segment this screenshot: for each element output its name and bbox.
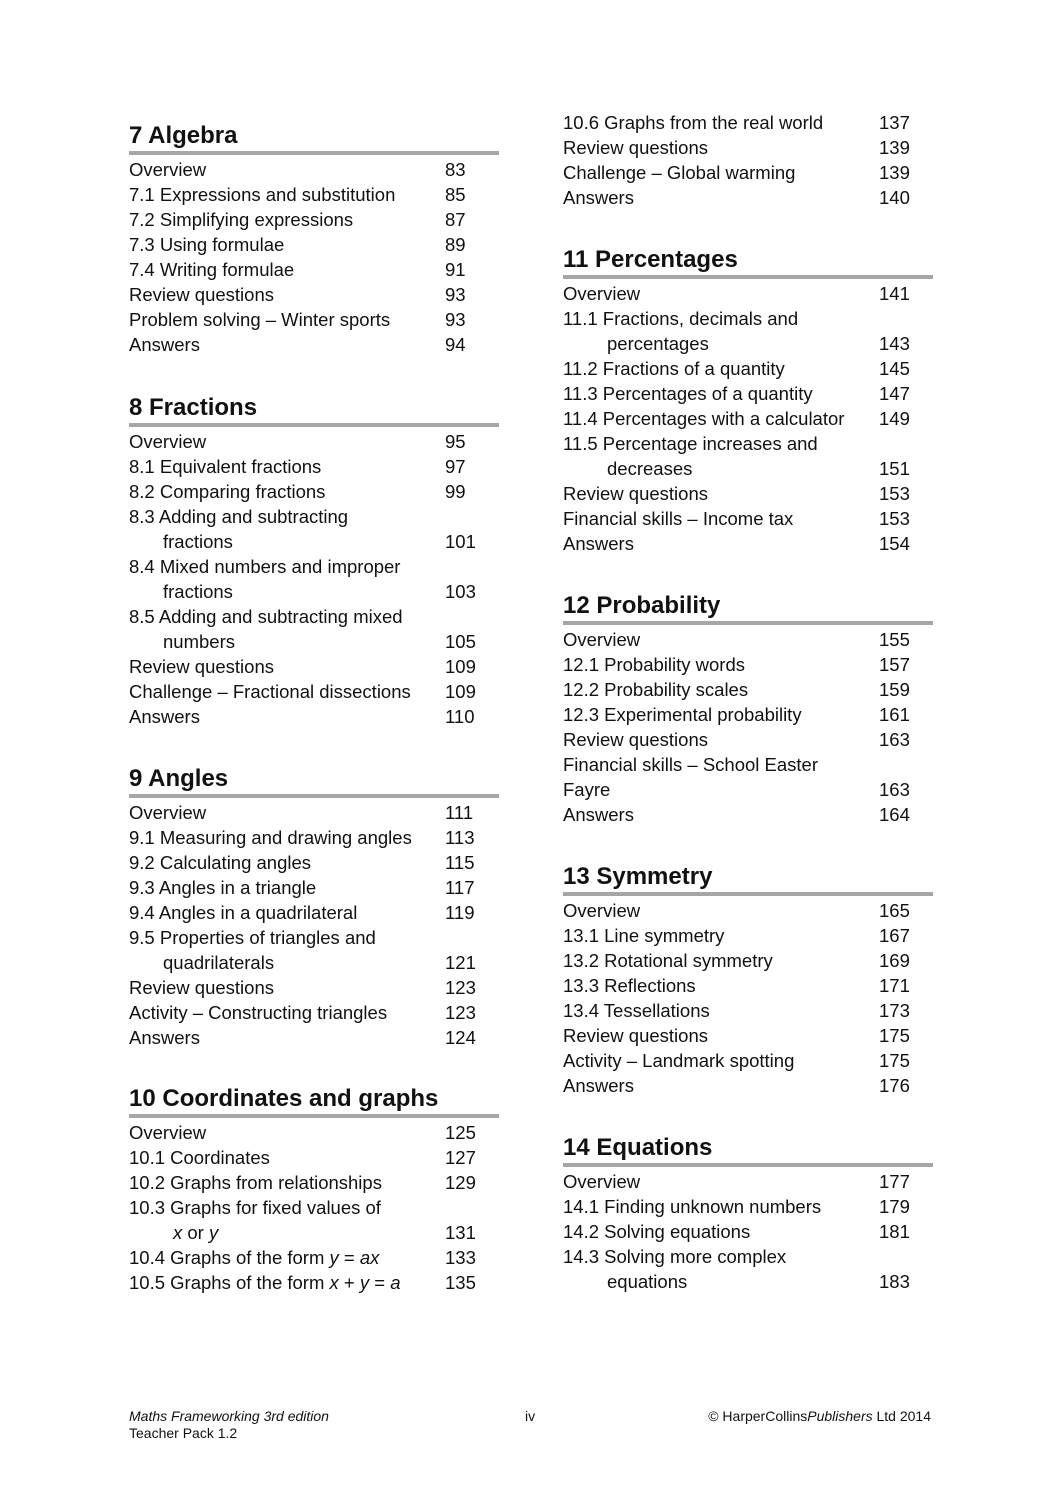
toc-entry[interactable] bbox=[563, 923, 933, 948]
entry-title-line1: 9.5 Properties of triangles and bbox=[129, 927, 376, 948]
entry-title bbox=[129, 1270, 499, 1295]
toc-entry[interactable] bbox=[129, 1245, 499, 1270]
var-ax: ax bbox=[359, 1247, 380, 1268]
toc-entry[interactable] bbox=[129, 429, 499, 454]
toc-section-coordinates-and-graphs bbox=[129, 1084, 499, 1295]
entry-title: 11.3 Percentages of a quantity bbox=[563, 383, 813, 404]
footer-book-subtitle: Teacher Pack 1.2 bbox=[129, 1425, 238, 1441]
entry-title: Review questions bbox=[563, 483, 708, 504]
section-heading: 8 Fractions bbox=[129, 393, 499, 427]
footer-page-number: iv bbox=[525, 1408, 536, 1424]
entry-page: 183 bbox=[879, 1271, 910, 1292]
entry-title: 9.4 Angles in a quadrilateral bbox=[129, 902, 358, 923]
entry-page: 145 bbox=[879, 358, 910, 379]
entry-page: 97 bbox=[445, 456, 466, 477]
toc-entry[interactable] bbox=[563, 752, 933, 802]
toc-entry[interactable] bbox=[563, 727, 933, 752]
entry-title-continuation: numbers bbox=[163, 631, 235, 652]
entry-title: Review questions bbox=[129, 656, 274, 677]
entry-title-line1: 8.3 Adding and subtracting bbox=[129, 506, 349, 527]
toc-entry[interactable] bbox=[563, 627, 933, 652]
toc-entry[interactable] bbox=[563, 506, 933, 531]
entry-title: Activity – Constructing triangles bbox=[129, 1002, 388, 1023]
toc-entry[interactable] bbox=[563, 481, 933, 506]
toc-entry[interactable] bbox=[129, 800, 499, 825]
section-heading: 10 Coordinates and graphs bbox=[129, 1084, 499, 1118]
entry-title-continuation: quadrilaterals bbox=[163, 952, 275, 973]
toc-entry[interactable] bbox=[129, 975, 499, 1000]
section-heading: 9 Angles bbox=[129, 764, 499, 798]
toc-entry[interactable] bbox=[563, 1023, 933, 1048]
entry-title: 13.1 Line symmetry bbox=[563, 925, 725, 946]
entry-page: 157 bbox=[879, 654, 910, 675]
entry-title: Review questions bbox=[129, 977, 274, 998]
toc-entry[interactable] bbox=[129, 282, 499, 307]
toc-section-fractions bbox=[129, 393, 499, 729]
entry-page: 176 bbox=[879, 1075, 910, 1096]
section-heading: 7 Algebra bbox=[129, 121, 499, 155]
toc-section-algebra bbox=[129, 121, 499, 357]
entry-page: 99 bbox=[445, 481, 466, 502]
copyright-prefix: © HarperCollins bbox=[708, 1408, 808, 1424]
toc-entry[interactable] bbox=[563, 306, 933, 356]
entry-page: 153 bbox=[879, 483, 910, 504]
toc-entry[interactable] bbox=[129, 257, 499, 282]
toc-section-symmetry bbox=[563, 862, 933, 1098]
toc-section-continuation bbox=[563, 110, 933, 210]
entry-title: 8.1 Equivalent fractions bbox=[129, 456, 322, 477]
entry-page: 129 bbox=[445, 1172, 476, 1193]
toc-entry[interactable] bbox=[129, 504, 499, 554]
var-y: y bbox=[329, 1247, 339, 1268]
entry-title bbox=[563, 431, 933, 481]
entry-page: 181 bbox=[879, 1221, 910, 1242]
entry-title-line1: 8.4 Mixed numbers and improper bbox=[129, 556, 401, 577]
entry-page: 103 bbox=[445, 581, 476, 602]
entry-page: 139 bbox=[879, 162, 910, 183]
toc-entry[interactable] bbox=[563, 948, 933, 973]
entry-page: 147 bbox=[879, 383, 910, 404]
entry-title bbox=[129, 1245, 499, 1270]
toc-entry[interactable] bbox=[129, 654, 499, 679]
entry-page: 124 bbox=[445, 1027, 476, 1048]
entry-page: 140 bbox=[879, 187, 910, 208]
entry-page: 163 bbox=[879, 779, 910, 800]
entry-page: 131 bbox=[445, 1222, 476, 1243]
entry-page: 149 bbox=[879, 408, 910, 429]
entry-title: 7.2 Simplifying expressions bbox=[129, 209, 354, 230]
equals-sign: = bbox=[338, 1247, 360, 1268]
toc-entry[interactable] bbox=[129, 232, 499, 257]
entry-title: 14.1 Finding unknown numbers bbox=[563, 1196, 822, 1217]
toc-entry[interactable] bbox=[129, 479, 499, 504]
toc-entry[interactable] bbox=[563, 110, 933, 135]
toc-entry[interactable] bbox=[563, 898, 933, 923]
entry-title: Answers bbox=[563, 1075, 634, 1096]
toc-entry[interactable] bbox=[563, 652, 933, 677]
entry-title: Overview bbox=[129, 1122, 207, 1143]
toc-entry[interactable] bbox=[129, 604, 499, 654]
entry-page: 143 bbox=[879, 333, 910, 354]
text-or: or bbox=[182, 1222, 209, 1243]
toc-entry[interactable] bbox=[129, 1025, 499, 1050]
entry-title: 7.3 Using formulae bbox=[129, 234, 285, 255]
entry-page: 137 bbox=[879, 112, 910, 133]
entry-title-line1: 10.3 Graphs for fixed values of bbox=[129, 1197, 381, 1218]
toc-entry[interactable] bbox=[129, 332, 499, 357]
entry-title: Activity – Landmark spotting bbox=[563, 1050, 795, 1071]
toc-entry[interactable] bbox=[563, 431, 933, 481]
toc-section-angles bbox=[129, 764, 499, 1050]
entry-page: 125 bbox=[445, 1122, 476, 1143]
section-heading: 14 Equations bbox=[563, 1133, 933, 1167]
toc-entry[interactable] bbox=[129, 875, 499, 900]
entry-title: 12.1 Probability words bbox=[563, 654, 746, 675]
entry-title: 14.2 Solving equations bbox=[563, 1221, 751, 1242]
entry-title: Answers bbox=[563, 804, 634, 825]
equals-sign: = bbox=[369, 1272, 391, 1293]
entry-title: Answers bbox=[129, 334, 200, 355]
entry-title: Review questions bbox=[563, 1025, 708, 1046]
entry-title: 13.4 Tessellations bbox=[563, 1000, 710, 1021]
section-heading: 12 Probability bbox=[563, 591, 933, 625]
section-heading: 11 Percentages bbox=[563, 245, 933, 279]
entry-title-continuation: Fayre bbox=[563, 779, 611, 800]
entry-title: 9.2 Calculating angles bbox=[129, 852, 312, 873]
entry-title: 9.3 Angles in a triangle bbox=[129, 877, 317, 898]
toc-entry[interactable] bbox=[129, 554, 499, 604]
entry-title: Challenge – Fractional dissections bbox=[129, 681, 411, 702]
entry-title-line1: 14.3 Solving more complex bbox=[563, 1246, 787, 1267]
entry-page: 135 bbox=[445, 1272, 476, 1293]
toc-entry[interactable] bbox=[563, 160, 933, 185]
toc-entry[interactable] bbox=[129, 1000, 499, 1025]
var-y: y bbox=[359, 1272, 370, 1293]
entry-title: 10.2 Graphs from relationships bbox=[129, 1172, 382, 1193]
toc-entry[interactable] bbox=[129, 1170, 499, 1195]
toc-entry[interactable] bbox=[563, 998, 933, 1023]
entry-page: 83 bbox=[445, 159, 466, 180]
entry-title: 9.1 Measuring and drawing angles bbox=[129, 827, 412, 848]
entry-page: 94 bbox=[445, 334, 466, 355]
entry-page: 173 bbox=[879, 1000, 910, 1021]
entry-page: 109 bbox=[445, 681, 476, 702]
var-x: x bbox=[329, 1272, 339, 1293]
entry-page: 85 bbox=[445, 184, 466, 205]
entry-title bbox=[129, 1195, 499, 1245]
entry-page: 175 bbox=[879, 1025, 910, 1046]
entry-title: Answers bbox=[563, 533, 634, 554]
entry-title: 11.4 Percentages with a calculator bbox=[563, 408, 845, 429]
toc-entry[interactable] bbox=[129, 182, 499, 207]
toc-entry[interactable] bbox=[563, 1169, 933, 1194]
entry-page: 89 bbox=[445, 234, 466, 255]
entry-title bbox=[129, 925, 499, 975]
toc-entry[interactable] bbox=[563, 702, 933, 727]
entry-title-line1: 8.5 Adding and subtracting mixed bbox=[129, 606, 403, 627]
entry-page: 109 bbox=[445, 656, 476, 677]
entry-title-continuation: percentages bbox=[607, 333, 709, 354]
entry-page: 119 bbox=[445, 902, 475, 923]
entry-title-line1: Financial skills – School Easter bbox=[563, 754, 818, 775]
entry-title: 13.3 Reflections bbox=[563, 975, 696, 996]
entry-page: 91 bbox=[445, 259, 466, 280]
entry-page: 113 bbox=[445, 827, 475, 848]
entry-title: Overview bbox=[563, 629, 641, 650]
entry-page: 95 bbox=[445, 431, 466, 452]
entry-title bbox=[563, 306, 933, 356]
entry-title-text: 10.4 Graphs of the form bbox=[129, 1247, 330, 1268]
toc-entry[interactable] bbox=[129, 1145, 499, 1170]
var-y: y bbox=[208, 1222, 219, 1243]
entry-title: Answers bbox=[129, 1027, 200, 1048]
toc-section-equations bbox=[563, 1133, 933, 1294]
entry-title: Overview bbox=[563, 900, 641, 921]
entry-title: Challenge – Global warming bbox=[563, 162, 796, 183]
toc-entry[interactable] bbox=[563, 356, 933, 381]
entry-page: 163 bbox=[879, 729, 910, 750]
entry-page: 105 bbox=[445, 631, 476, 652]
copyright-suffix: Ltd 2014 bbox=[872, 1408, 931, 1424]
toc-entry[interactable] bbox=[563, 677, 933, 702]
entry-title: 10.6 Graphs from the real world bbox=[563, 112, 824, 133]
entry-page: 93 bbox=[445, 284, 466, 305]
section-heading: 13 Symmetry bbox=[563, 862, 933, 896]
toc-section-probability bbox=[563, 591, 933, 827]
entry-page: 139 bbox=[879, 137, 910, 158]
toc-entry[interactable] bbox=[129, 704, 499, 729]
toc-entry[interactable] bbox=[129, 825, 499, 850]
entry-page: 110 bbox=[445, 706, 475, 727]
toc-entry[interactable] bbox=[563, 185, 933, 210]
toc-entry[interactable] bbox=[563, 1048, 933, 1073]
entry-title: Review questions bbox=[129, 284, 274, 305]
toc-entry[interactable] bbox=[563, 135, 933, 160]
toc-entry[interactable] bbox=[563, 381, 933, 406]
toc-section-percentages bbox=[563, 245, 933, 556]
entry-page: 164 bbox=[879, 804, 910, 825]
entry-page: 133 bbox=[445, 1247, 476, 1268]
entry-title-continuation: fractions bbox=[163, 581, 233, 602]
entry-title-continuation bbox=[129, 1220, 439, 1245]
entry-page: 161 bbox=[879, 704, 910, 725]
toc-entry[interactable] bbox=[129, 207, 499, 232]
entry-title-text: 10.5 Graphs of the form bbox=[129, 1272, 330, 1293]
entry-title: Review questions bbox=[563, 137, 708, 158]
toc-entry[interactable] bbox=[129, 454, 499, 479]
toc-entry[interactable] bbox=[563, 1073, 933, 1098]
entry-title: Answers bbox=[563, 187, 634, 208]
entry-page: 111 bbox=[445, 802, 474, 823]
toc-entry[interactable] bbox=[129, 679, 499, 704]
entry-title: Overview bbox=[563, 1171, 641, 1192]
entry-title-continuation: decreases bbox=[607, 458, 693, 479]
toc-entry[interactable] bbox=[129, 925, 499, 975]
entry-title bbox=[563, 752, 933, 802]
entry-page: 177 bbox=[879, 1171, 910, 1192]
entry-title: Overview bbox=[563, 283, 641, 304]
var-a: a bbox=[390, 1272, 401, 1293]
entry-page: 169 bbox=[879, 950, 910, 971]
entry-title: Financial skills – Income tax bbox=[563, 508, 794, 529]
entry-title bbox=[129, 604, 499, 654]
footer-book-info bbox=[129, 1408, 329, 1442]
entry-title-continuation: equations bbox=[607, 1271, 688, 1292]
entry-title: Overview bbox=[129, 431, 207, 452]
entry-page: 151 bbox=[879, 458, 910, 479]
entry-page: 167 bbox=[879, 925, 910, 946]
toc-entry[interactable] bbox=[129, 850, 499, 875]
toc-entry[interactable] bbox=[129, 1270, 499, 1295]
toc-entry[interactable] bbox=[563, 531, 933, 556]
entry-page: 171 bbox=[879, 975, 910, 996]
entry-title: 7.1 Expressions and substitution bbox=[129, 184, 396, 205]
entry-title: Overview bbox=[129, 159, 207, 180]
entry-page: 179 bbox=[879, 1196, 910, 1217]
entry-page: 127 bbox=[445, 1147, 476, 1168]
copyright-publishers: Publishers bbox=[807, 1408, 873, 1424]
toc-entry[interactable] bbox=[563, 1194, 933, 1219]
entry-title: 13.2 Rotational symmetry bbox=[563, 950, 773, 971]
entry-page: 123 bbox=[445, 1002, 476, 1023]
entry-page: 141 bbox=[879, 283, 910, 304]
entry-page: 154 bbox=[879, 533, 910, 554]
entry-title: 8.2 Comparing fractions bbox=[129, 481, 326, 502]
toc-entry[interactable] bbox=[129, 1195, 499, 1245]
toc-entry[interactable] bbox=[129, 900, 499, 925]
entry-page: 87 bbox=[445, 209, 466, 230]
toc-entry[interactable] bbox=[129, 1120, 499, 1145]
toc-entry[interactable] bbox=[563, 406, 933, 431]
entry-title bbox=[129, 504, 499, 554]
entry-page: 159 bbox=[879, 679, 910, 700]
entry-title-line1: 11.5 Percentage increases and bbox=[563, 433, 818, 454]
toc-entry[interactable] bbox=[563, 1219, 933, 1244]
entry-title-line1: 11.1 Fractions, decimals and bbox=[563, 308, 799, 329]
entry-title: 12.3 Experimental probability bbox=[563, 704, 802, 725]
entry-page: 175 bbox=[879, 1050, 910, 1071]
entry-page: 165 bbox=[879, 900, 910, 921]
entry-title: Answers bbox=[129, 706, 200, 727]
entry-page: 93 bbox=[445, 309, 466, 330]
entry-title: 10.1 Coordinates bbox=[129, 1147, 270, 1168]
entry-page: 155 bbox=[879, 629, 910, 650]
toc-entry[interactable] bbox=[563, 802, 933, 827]
toc-entry[interactable] bbox=[129, 307, 499, 332]
entry-page: 153 bbox=[879, 508, 910, 529]
entry-title: Overview bbox=[129, 802, 207, 823]
entry-title bbox=[563, 1244, 933, 1294]
toc-entry[interactable] bbox=[563, 973, 933, 998]
toc-entry[interactable] bbox=[563, 1244, 933, 1294]
entry-title-continuation: fractions bbox=[163, 531, 233, 552]
entry-page: 101 bbox=[445, 531, 476, 552]
entry-page: 121 bbox=[445, 952, 476, 973]
entry-title: 12.2 Probability scales bbox=[563, 679, 749, 700]
plus-sign: + bbox=[338, 1272, 360, 1293]
toc-entry[interactable] bbox=[129, 157, 499, 182]
entry-title: 11.2 Fractions of a quantity bbox=[563, 358, 785, 379]
entry-page: 115 bbox=[445, 852, 475, 873]
entry-title bbox=[129, 554, 499, 604]
entry-page: 123 bbox=[445, 977, 476, 998]
entry-title: Problem solving – Winter sports bbox=[129, 309, 391, 330]
entry-title: 7.4 Writing formulae bbox=[129, 259, 295, 280]
entry-title: Review questions bbox=[563, 729, 708, 750]
footer-copyright bbox=[708, 1408, 931, 1425]
var-x: x bbox=[173, 1222, 183, 1243]
toc-entry[interactable] bbox=[563, 281, 933, 306]
footer-book-title: Maths Frameworking 3rd edition bbox=[129, 1408, 329, 1424]
entry-page: 117 bbox=[445, 877, 475, 898]
